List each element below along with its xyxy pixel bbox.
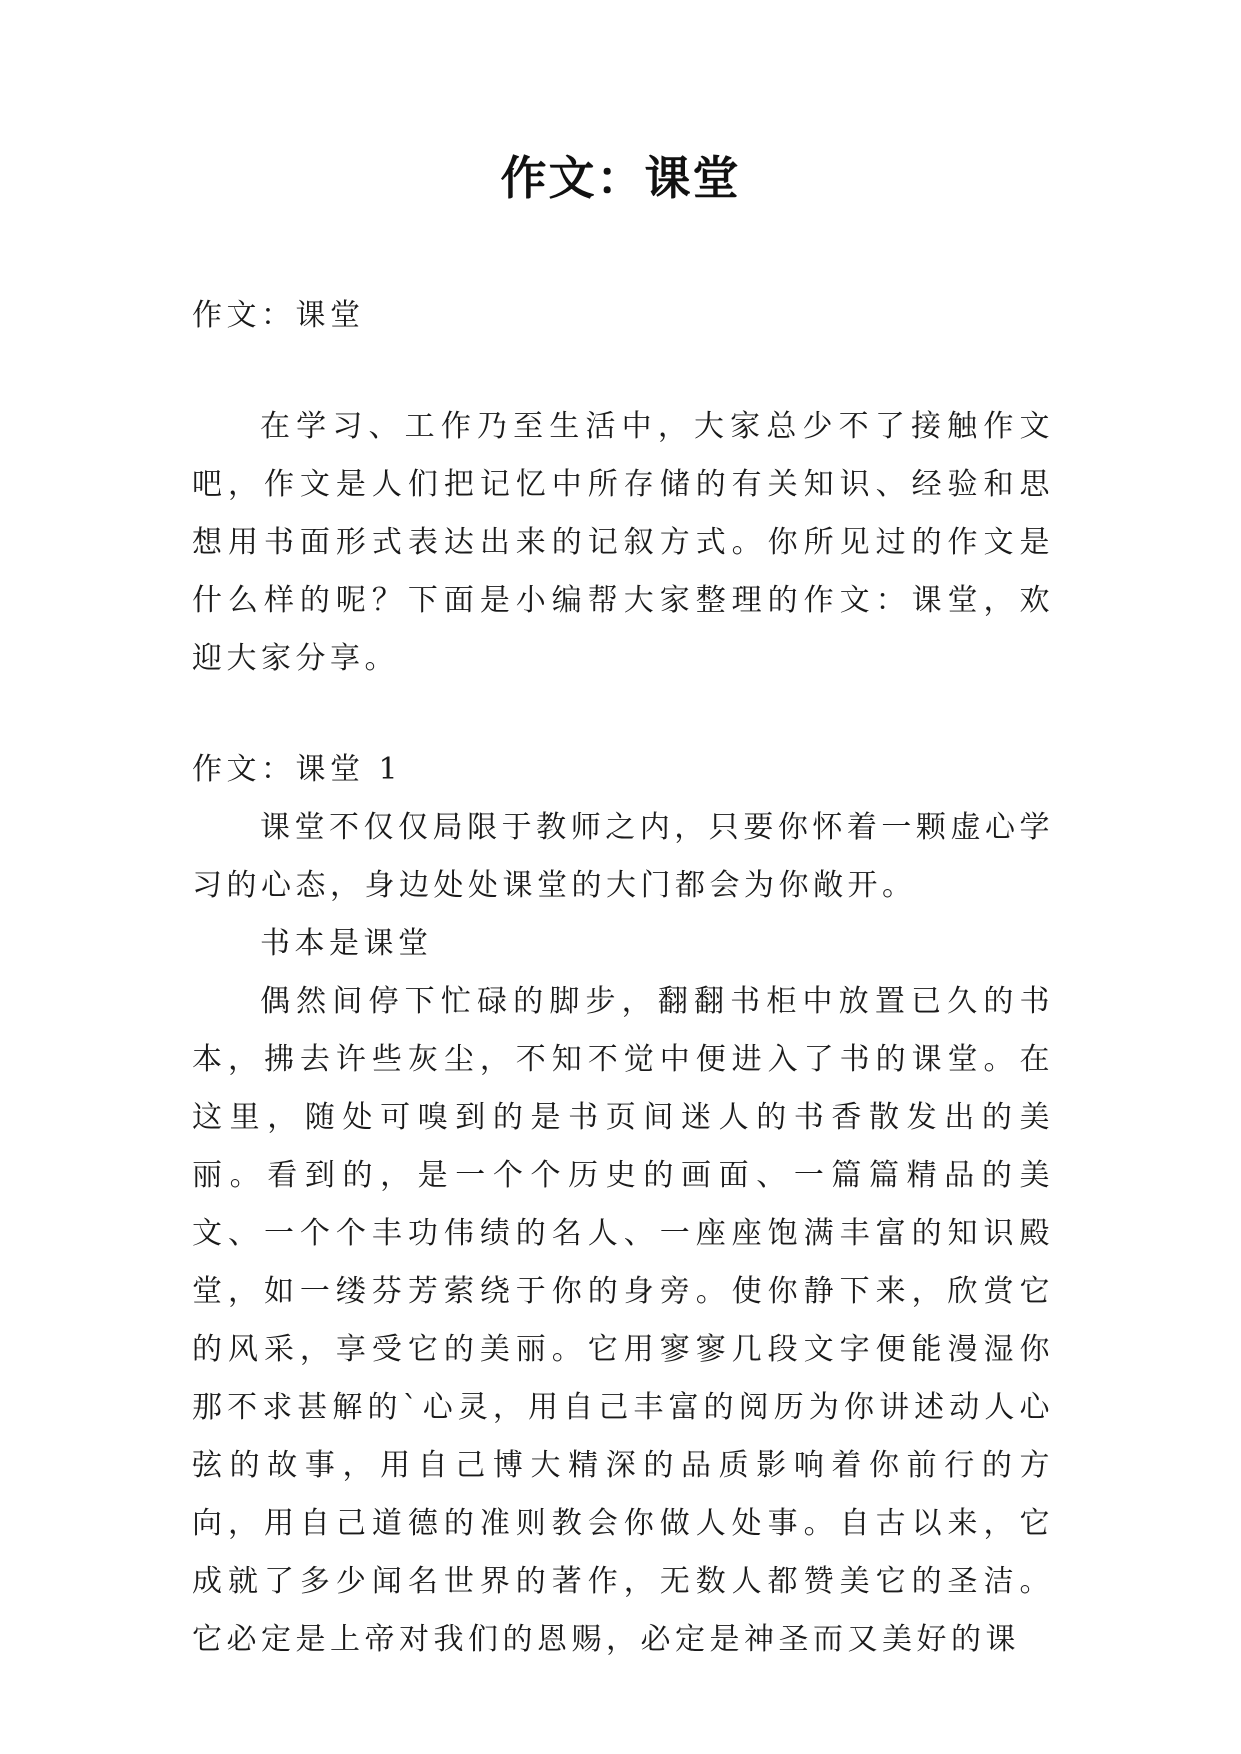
paragraph-spacer [192, 345, 1054, 398]
body-paragraph: 课堂不仅仅局限于教师之内，只要你怀着一颗虚心学习的心态，身边处处课堂的大门都会为你敞开。 [192, 810, 1054, 903]
document-body [192, 287, 1054, 1669]
subheading: 书本是课堂 [260, 926, 433, 961]
essay-heading: 作文：课堂 1 [192, 752, 403, 787]
document-title: 作文：课堂 [500, 151, 741, 205]
paragraph-spacer [192, 688, 1054, 741]
section-heading: 作文：课堂 [192, 298, 365, 333]
body-paragraph: 偶然间停下忙碌的脚步，翻翻书柜中放置已久的书本，拂去许些灰尘，不知不觉中便进入了书的课堂。在这里，随处可嗅到的是书页间迷人的书香散发出的美丽。看到的，是一个个历史的画面、一篇篇精品的美文、一个个丰功伟绩的名人、一座座饱满丰富的知识殿堂，如一缕芬芳萦绕于你的身旁。使你静下来，欣赏它的风采，享受它的美丽。它用寥寥几段文字便能漫湿你那不求甚解的`心灵，用自己丰富的阅历为你讲述动人心弦的故事，用自己博大精深的品质影响着你前行的方向，用自己道德的准则教会你做人处事。自古以来，它成就了多少闻名世界的著作，无数人都赞美它的圣洁。它必定是上帝对我们的恩赐，必定是神圣而又美好的课 [192, 984, 1054, 1657]
intro-paragraph: 在学习、工作乃至生活中，大家总少不了接触作文吧，作文是人们把记忆中所存储的有关知识、经验和思想用书面形式表达出来的记叙方式。你所见过的作文是什么样的呢？下面是小编帮大家整理的作文：课堂，欢迎大家分享。 [192, 409, 1054, 676]
